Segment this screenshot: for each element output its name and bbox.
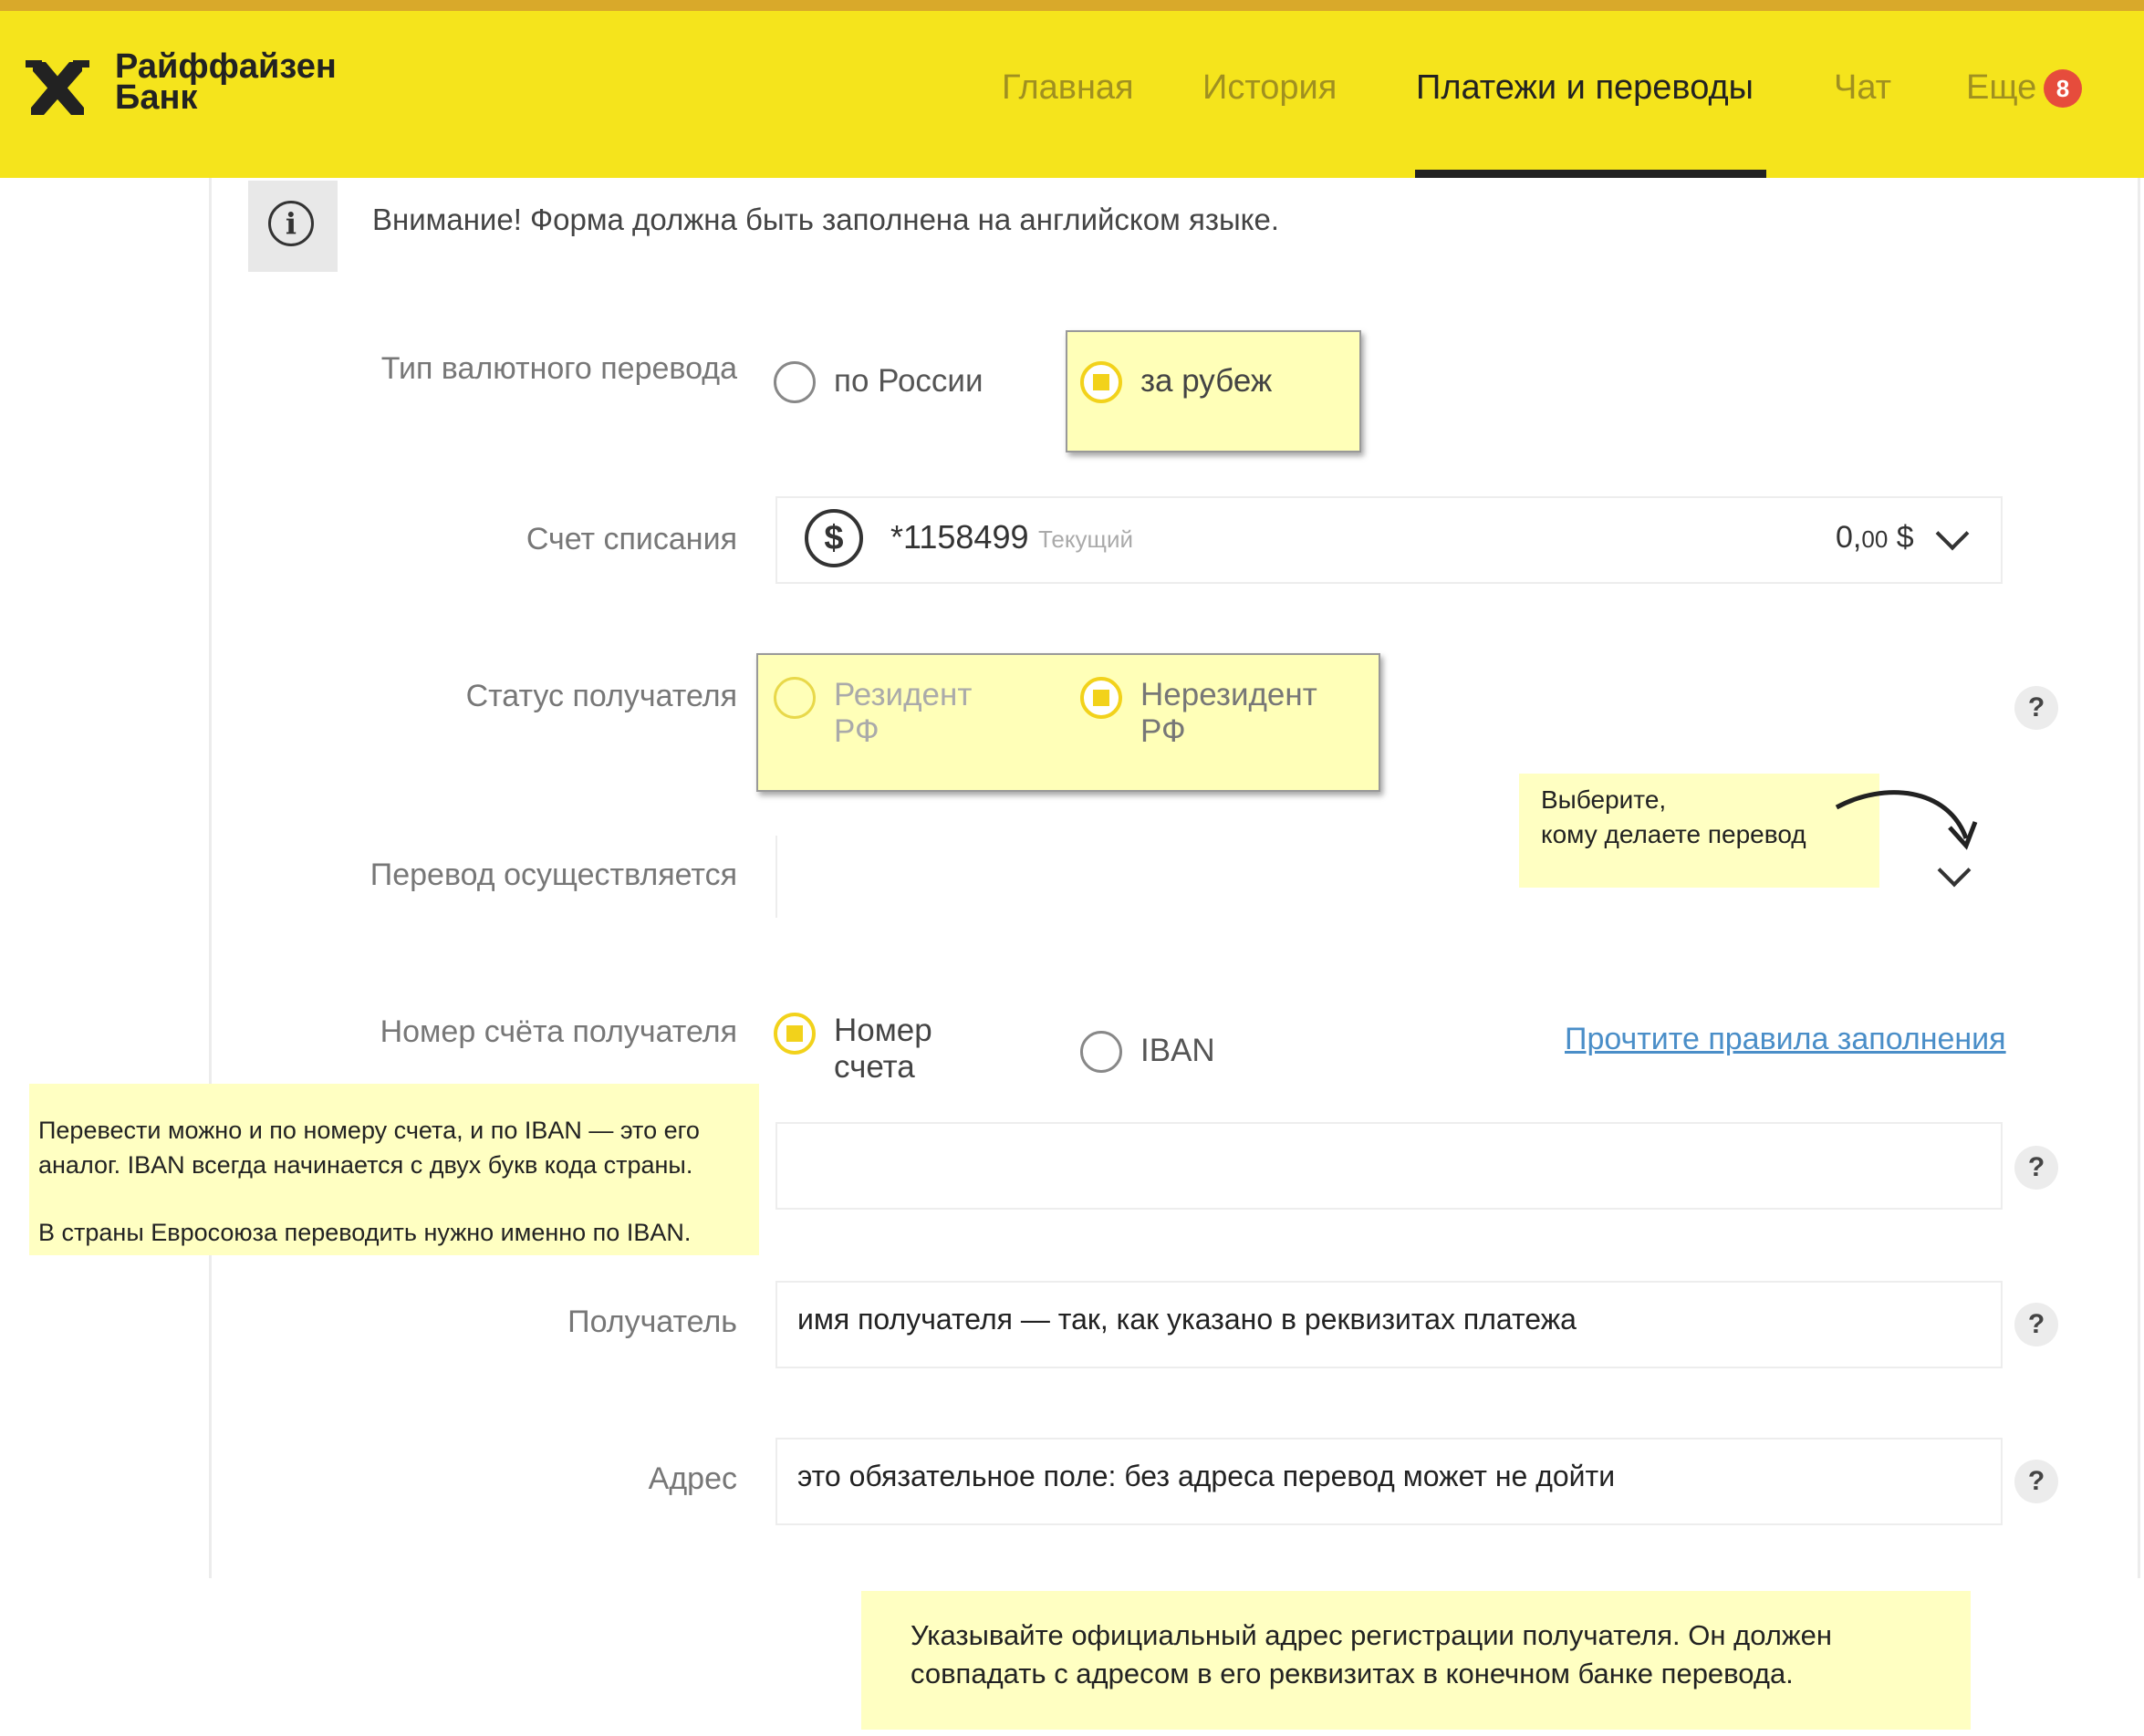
annotation-choose-line2: кому делаете перевод xyxy=(1541,820,1806,848)
bank-logo-icon xyxy=(26,57,89,120)
radio-resident-label xyxy=(834,677,972,750)
notification-badge: 8 xyxy=(2044,69,2082,108)
account-number-label: Номер счёта получателя xyxy=(380,1014,737,1049)
radio-iban[interactable] xyxy=(1080,1031,1122,1073)
radio-abroad[interactable] xyxy=(1080,361,1122,403)
annotation-iban-line1: Перевести можно и по номеру счета, и по IBAN — это его xyxy=(38,1117,700,1144)
info-icon: i xyxy=(268,201,314,246)
radio-nonresident-label xyxy=(1140,677,1317,750)
radio-resident-label-line2: РФ xyxy=(834,713,879,749)
nav-item-more[interactable]: Еще xyxy=(1966,68,2037,107)
help-address[interactable]: ? xyxy=(2014,1460,2058,1503)
help-recipient[interactable]: ? xyxy=(2014,1303,2058,1346)
radio-account-number-label-line1: Номер xyxy=(834,1013,932,1048)
recipient-value: имя получателя — так, как указано в реквизитах платежа xyxy=(797,1303,1577,1336)
nav-item-main[interactable]: Главная xyxy=(1002,68,1134,107)
nav-item-history[interactable]: История xyxy=(1202,68,1337,107)
address-value: это обязательное поле: без адреса перевод может не дойти xyxy=(797,1460,1616,1492)
recipient-input[interactable] xyxy=(775,1281,2003,1368)
account-kind: Текущий xyxy=(1038,525,1133,553)
transfer-to-label: Перевод осуществляется xyxy=(369,858,737,892)
radio-abroad-label: за рубеж xyxy=(1140,363,1273,399)
account-balance xyxy=(1836,520,1914,556)
account-number: *1158499 xyxy=(890,518,1029,556)
content-right-border xyxy=(2138,178,2140,1578)
bank-name-line1: Райффайзен xyxy=(115,47,337,86)
radio-resident[interactable] xyxy=(774,677,816,719)
help-recipient-status[interactable]: ? xyxy=(2014,686,2058,730)
annotation-choose-line1: Выберите, xyxy=(1541,785,1667,814)
annotation-choose xyxy=(1519,774,1879,888)
dollar-icon: $ xyxy=(805,509,863,567)
radio-nonresident-label-line2: РФ xyxy=(1140,713,1186,749)
debit-account-label: Счет списания xyxy=(526,522,737,556)
recipient-status-label: Статус получателя xyxy=(465,679,737,713)
radio-russia-label: по России xyxy=(834,363,984,399)
annotation-address-line1: Указывайте официальный адрес регистрации получателя. Он должен xyxy=(911,1619,1832,1651)
balance-currency: $ xyxy=(1896,520,1914,555)
balance-main: 0, xyxy=(1836,520,1862,555)
annotation-address xyxy=(861,1591,1971,1730)
info-box xyxy=(248,181,338,272)
annotation-iban xyxy=(29,1084,759,1255)
header xyxy=(0,11,2144,178)
bank-name-line2: Банк xyxy=(115,78,198,117)
recipient-label: Получатель xyxy=(567,1305,737,1339)
notice-text: Внимание! Форма должна быть заполнена на английском языке. xyxy=(372,203,1279,236)
logo[interactable] xyxy=(26,47,337,133)
radio-russia[interactable] xyxy=(774,361,816,403)
radio-account-number-label-line2: счета xyxy=(834,1049,915,1085)
bank-name xyxy=(115,47,337,117)
content-left-border xyxy=(209,178,212,1578)
annotation-iban-line3: В страны Евросоюза переводить нужно именно по IBAN. xyxy=(38,1219,692,1246)
debit-account-select[interactable] xyxy=(775,496,2003,584)
annotation-address-line2: совпадать с адресом в его реквизитах в конечном банке перевода. xyxy=(911,1658,1794,1689)
annotation-iban-line2: аналог. IBAN всегда начинается с двух букв кода страны. xyxy=(38,1151,693,1179)
radio-nonresident[interactable] xyxy=(1080,677,1122,719)
nav-item-payments[interactable]: Платежи и переводы xyxy=(1416,68,1754,107)
top-strip xyxy=(0,0,2144,11)
curved-arrow-icon xyxy=(1829,780,1984,862)
radio-resident-label-line1: Резидент xyxy=(834,677,973,712)
account-number-input[interactable] xyxy=(775,1122,2003,1210)
address-input[interactable] xyxy=(775,1438,2003,1525)
fill-rules-link[interactable]: Прочтите правила заполнения xyxy=(1565,1022,2006,1056)
radio-nonresident-label-line1: Нерезидент xyxy=(1140,677,1317,712)
balance-cents: 00 xyxy=(1861,525,1889,553)
radio-account-number-label xyxy=(834,1013,932,1086)
transfer-type-label: Тип валютного перевода xyxy=(380,351,737,386)
address-label: Адрес xyxy=(648,1461,737,1496)
radio-account-number[interactable] xyxy=(774,1013,816,1055)
chevron-down-icon[interactable] xyxy=(1936,517,1970,551)
nav-item-chat[interactable]: Чат xyxy=(1834,68,1892,107)
radio-iban-label: IBAN xyxy=(1140,1033,1215,1068)
nav-active-underline xyxy=(1415,170,1766,178)
help-account-number[interactable]: ? xyxy=(2014,1146,2058,1190)
